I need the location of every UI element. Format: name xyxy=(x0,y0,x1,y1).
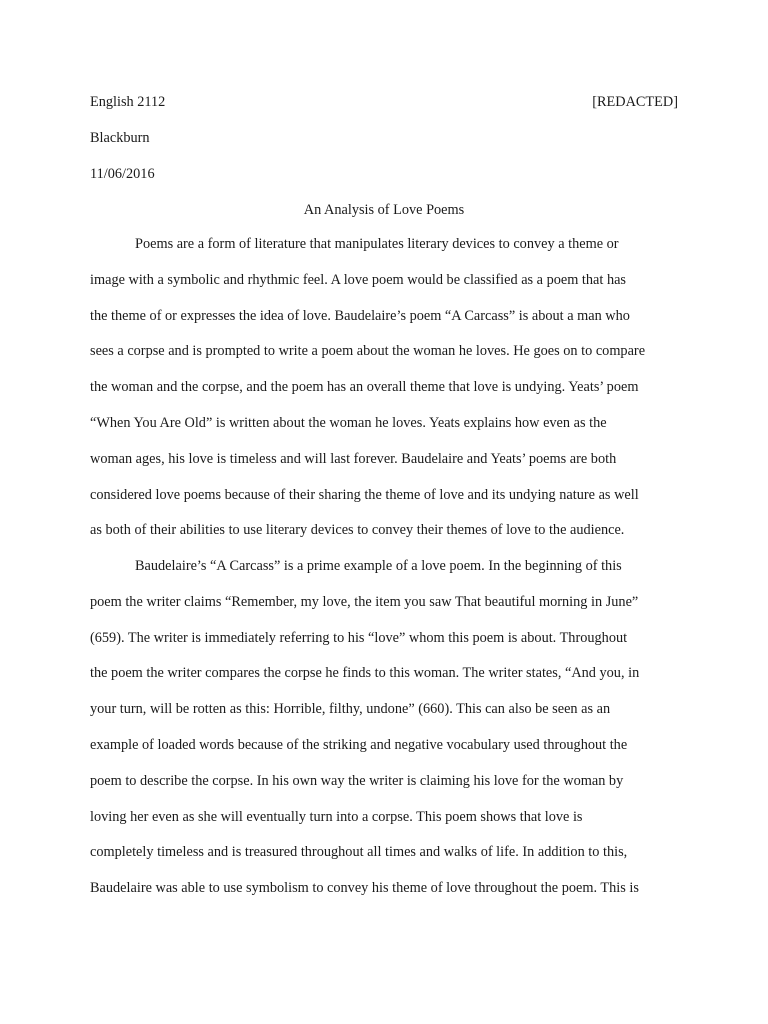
instructor-name: Blackburn xyxy=(90,130,150,146)
paragraph-2 xyxy=(90,549,680,907)
paragraph-line: your turn, will be rotten as this: Horrible, filthy, undone” (660). This can also be seen as an xyxy=(90,701,611,718)
page-title: An Analysis of Love Poems xyxy=(303,202,465,218)
paragraph-line: completely timeless and is treasured throughout all times and walks of life. In addition to this, xyxy=(90,844,628,861)
paragraph-line: image with a symbolic and rhythmic feel. A love poem would be classified as a poem that has xyxy=(90,271,627,288)
paragraph-line: Baudelaire’s “A Carcass” is a prime example of a love poem. In the beginning of this xyxy=(135,558,622,574)
paragraph-line: poem to describe the corpse. In his own way the writer is claiming his love for the woman by xyxy=(90,772,624,789)
header-row xyxy=(90,84,678,120)
paragraph-1 xyxy=(90,227,680,549)
paragraph-line: example of loaded words because of the striking and negative vocabulary used throughout the xyxy=(90,736,628,753)
author-name: [REDACTED] xyxy=(592,94,678,110)
paragraph-line: considered love poems because of their sharing the theme of love and its undying nature as well xyxy=(90,486,639,503)
paragraph-line: the poem the writer compares the corpse he finds to this woman. The writer states, “And you, in xyxy=(90,665,640,682)
paragraph-line: the woman and the corpse, and the poem has an overall theme that love is undying. Yeats’ poem xyxy=(90,379,639,396)
paragraph-line: as both of their abilities to use literary devices to convey their themes of love to the audience. xyxy=(90,522,625,539)
paragraph-line: Poems are a form of literature that manipulates literary devices to convey a theme or xyxy=(135,236,619,252)
paragraph-line: sees a corpse and is prompted to write a poem about the woman he loves. He goes on to compare xyxy=(90,343,646,360)
paragraph-line: Baudelaire was able to use symbolism to convey his theme of love throughout the poem. This is xyxy=(90,880,639,897)
paragraph-line: poem the writer claims “Remember, my love, the item you saw That beautiful morning in June” xyxy=(90,593,639,610)
paragraph-line: loving her even as she will eventually turn into a corpse. This poem shows that love is xyxy=(90,808,583,825)
paragraph-line: the theme of or expresses the idea of love. Baudelaire’s poem “A Carcass” is about a man who xyxy=(90,307,630,324)
paragraph-line: woman ages, his love is timeless and will last forever. Baudelaire and Yeats’ poems are both xyxy=(90,450,617,467)
paragraph-line: “When You Are Old” is written about the woman he loves. Yeats explains how even as the xyxy=(90,414,607,431)
course-label: English 2112 xyxy=(90,94,166,110)
paragraph-line: (659). The writer is immediately referring to his “love” whom this poem is about. Throughout xyxy=(90,629,628,646)
document-date: 11/06/2016 xyxy=(90,166,155,182)
